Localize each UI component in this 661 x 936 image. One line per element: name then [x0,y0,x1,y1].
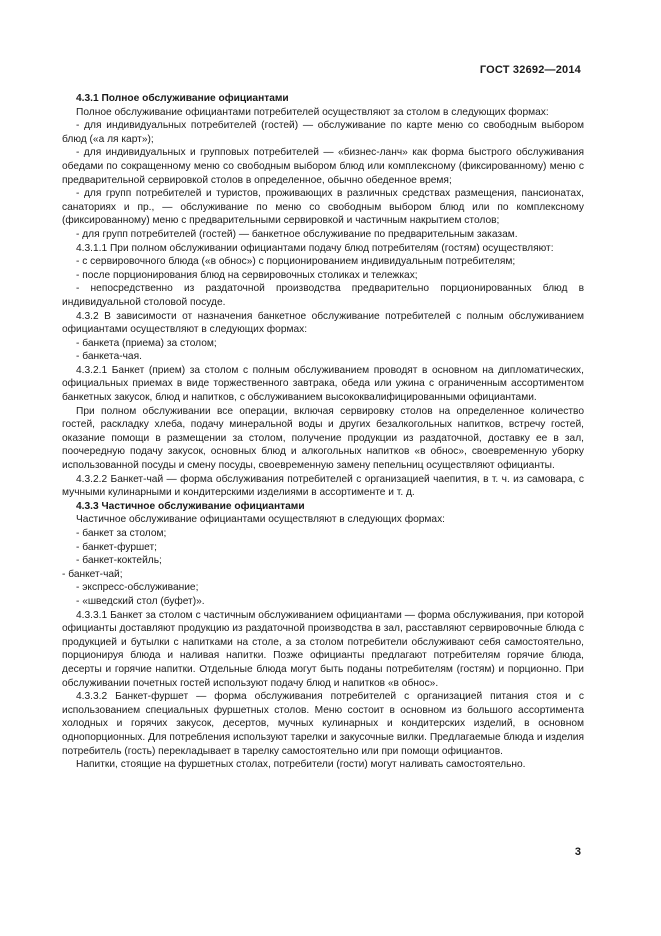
paragraph: Частичное обслуживание официантами осуществляют в следующих формах: [76,514,446,526]
paragraph: - банкет-чай; [62,568,123,580]
paragraph: 4.3.3.2 Банкет-фуршет — форма обслуживания потребителей с организацией питания стоя и с использованием специальных фуршетных столов. Меню состоит в основном из большого ассортимента холодных и горячих закусок, десертов, мучных кулинарных и кондитерских изделий, в основном однопорционных. Для потребления используют тарелки и закусочные вилки. Предлагаемые блюда и изделия потребитель (гость) перекладывает в тарелку самостоятельно или при помощи официантов. [62,691,584,757]
section-heading: 4.3.3 Частичное обслуживание официантами [76,500,305,512]
paragraph: 4.3.2.2 Банкет-чай — форма обслуживания потребителей с организацией чаепития, в т. ч. из самовара, с мучными кулинарными и кондитерскими изделиями в ассортименте и т. д. [62,473,584,499]
paragraph: 4.3.3.1 Банкет за столом с частичным обслуживанием официантами — форма обслуживания, при которой официанты доставляют продукцию из раздаточной производства в зал, расставляют сервировочные блюда с продукцией и бутылки с напитками на столе, а за столом потребители обслуживают себя самостоятельно, порционируя блюда и наливая напитки. Позже официанты предлагают потребителям горячие блюда, десерты и горячие напитки. Отдельные блюда могут быть поданы потребителям (гостям) и порционно. При обслуживании почетных гостей используют подачу блюд и напитков «в обнос». [62,609,584,689]
paragraph: - банкет-коктейль; [76,555,162,567]
section-heading: 4.3.1 Полное обслуживание официантами [76,93,289,104]
paragraph: - банкета-чая. [76,351,142,363]
paragraph: - для индивидуальных потребителей (гостей) — обслуживание по карте меню со свободным выбором блюд («а ля карт»); [62,120,584,145]
paragraph: 4.3.2.1 Банкет (прием) за столом с полным обслуживанием проводят в основном на дипломатических, официальных приемах в виде торжественного завтрака, обеда или ужина с ограниченным ассортиментом банкетных закусок, блюд и напитков, с обслуживанием высококвалифицированными официантами. [62,364,584,404]
paragraph: - для групп потребителей (гостей) — банкетное обслуживание по предварительным заказам. [76,228,518,240]
paragraph: - банкета (приема) за столом; [76,337,217,349]
paragraph: Напитки, стоящие на фуршетных столах, потребители (гости) могут наливать самостоятельно. [76,759,526,771]
paragraph: 4.3.1.1 При полном обслуживании официантами подачу блюд потребителям (гостям) осуществляют: [76,242,554,254]
paragraph: - банкет за столом; [76,528,167,539]
paragraph: - после порционирования блюд на сервировочных столиках и тележках; [76,269,418,281]
document-body [62,92,584,772]
page-number: 3 [574,846,581,858]
paragraph: При полном обслуживании все операции, включая сервировку столов на определенное количество гостей, раскладку хлеба, подачу минеральной воды и других безалкогольных напитков, встречу гостей, оказание помощи в размещении за столом, получение продукции из раздаточной, доставку ее в зал, поочередную подачу закусок, основных блюд и алкогольных напитков «в обнос», своевременную уборку использованной посуды и смену посуды, своевременную замену пепельниц осуществляют официанты. [62,405,584,472]
paragraph: - экспресс-обслуживание; [76,582,199,594]
paragraph: - с сервировочного блюда («в обнос») с порционированием индивидуальным потребителям; [76,256,516,268]
paragraph: - для индивидуальных и групповых потребителей — «бизнес-ланч» как форма быстрого обслуживания обедами по сокращенному меню со свободным выбором блюд или комплексному (фиксированному) меню с предварительной сервировкой столов в определенное, обычно обеденное время; [62,147,584,186]
paragraph: - непосредственно из раздаточной производства предварительно порционированных блюд в индивидуальной столовой посуде. [62,283,584,308]
paragraph: 4.3.2 В зависимости от назначения банкетное обслуживание потребителей с полным обслуживанием официантами осуществляют в следующих формах: [62,310,584,336]
paragraph: - «шведский стол (буфет)». [76,595,205,607]
standard-number: ГОСТ 32692—2014 [479,64,581,76]
paragraph: - банкет-фуршет; [76,541,157,553]
paragraph: Полное обслуживание официантами потребителей осуществляют за столом в следующих формах: [76,106,549,118]
paragraph: - для групп потребителей и туристов, проживающих в различных средствах размещения, пансионатах, санаториях и пр., — обслуживание по меню со свободным выбором блюд или по комплексному (фиксированному) меню с предварительными сервировкой и частичным накрытием столов; [62,188,584,227]
